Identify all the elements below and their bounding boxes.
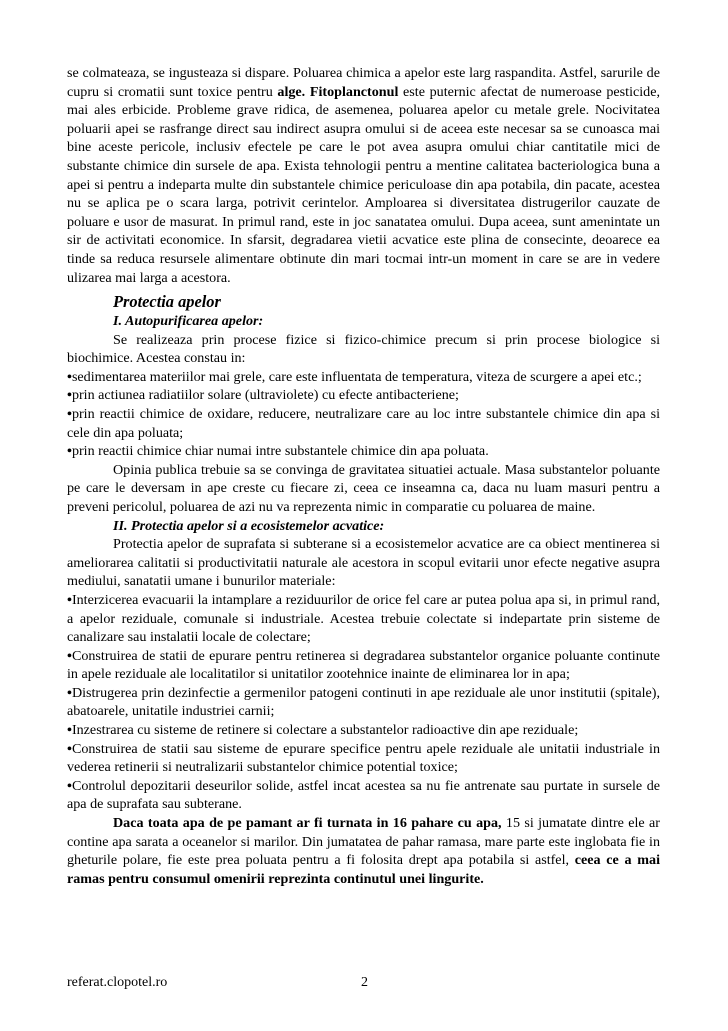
footer-site-name: referat.clopotel.ro [67,975,168,990]
subsection-1-intro: Se realizeaza prin procese fizice si fizico-chimice precum si prin procese biologice si biochimice. Acestea constau in: [67,331,660,367]
list-item: •prin actiunea radiatiilor solare (ultraviolete) cu efecte antibacteriene; [67,387,459,404]
intro-bold-1: alge. Fitoplanctonul [277,83,399,100]
bullet-icon: • [67,777,72,794]
bullet-icon: • [67,684,72,701]
intro-text-1: se colmateaza, se ingusteaza si dispare. Poluarea chimica a apelor este larg raspandita. Astfel, sarurile de cupru si cromatii sunt toxice pentru [67,65,660,100]
closing-text-1: 15 si jumatate dintre ele ar contine apa sarata a oceanelor si marilor. Din jumatatea de pahar ramasa, mare parte este inglobata fie in gheturile polare, fie este prea poluata pentru a fi folosita drept apa potabila si astfel, [67,815,660,869]
list-item: •Controlul depozitarii deseurilor solide, astfel incat acestea sa nu fie antrenate sau purtate in sursele de apa de suprafata sau subterane. [67,777,660,813]
bullet-icon: • [67,647,72,664]
subsection-2-intro: Protectia apelor de suprafata si subterane si a ecosistemelor acvatice are ca obiect mentinerea si ameliorarea calitatii si productivitatii naturale ale acestora in scopul evitarii unor efecte negative asupra mediului, sanatatii umane i bunurilor materiale: [67,536,660,590]
bullet-icon: • [67,591,72,608]
protection-section [67,291,660,888]
intro-paragraph-block [67,64,660,287]
opinion-paragraph: Opinia publica trebuie sa se convinga de gravitatea situatiei actuale. Masa substantelor poluante pe care le deversam in ape creste cu fiecare zi, ceea ce inseamna ca, daca nu luam masuri pentru a preveni pericolul, poluarea de azi nu va reprezenta nimic in comparatie cu poluarea de maine. [67,461,660,515]
page-number: 2 [361,975,368,990]
list-item: •Construirea de statii sau sisteme de epurare specifice pentru apele reziduale ale unitatii industriale in vederea retinerii si neutralizarii substantelor chimice potential toxice; [67,740,660,776]
list-item: •Inzestrarea cu sisteme de retinere si colectare a substantelor radioactive din ape reziduale; [67,722,579,739]
closing-bold-1: Daca toata apa de pe pamant ar fi turnata in 16 pahare cu apa, [113,815,502,832]
closing-bold-2: ceea ce a mai ramas pentru consumul omenirii reprezinta continutul unei lingurite. [67,852,660,887]
intro-paragraph [67,64,660,287]
bullet-icon: • [67,443,72,460]
list-item: •prin reactii chimice chiar numai intre substantele chimice din apa poluata. [67,443,489,460]
bullet-icon: • [67,368,72,385]
subsection-title-1: I. Autopurificarea apelor: [113,313,264,329]
closing-paragraph [67,814,660,888]
bullet-icon: • [67,387,72,404]
list-item: •Distrugerea prin dezinfectie a germenilor patogeni continuti in ape reziduale ale unor institutii (spitale), abatoarele, unitatile industriei carnii; [67,684,660,720]
section-title: Protectia apelor [113,292,221,311]
list-item: •Construirea de statii de epurare pentru retinerea si degradarea substantelor organice poluante continute in apele reziduale ale localitatilor si unitatilor zootehnice inainte de eliminarea lor in apa; [67,647,660,683]
list-item: •Interzicerea evacuarii la intamplare a reziduurilor de orice fel care ar putea polua apa si, in primul rand, a apelor reziduale, comunale si industriale. Acestea trebuie colectate si indepartate prin sisteme de canalizare sau instalatii locale de colectare; [67,591,660,646]
bullet-icon: • [67,722,72,739]
list-item: •prin reactii chimice de oxidare, reducere, neutralizare care au loc intre substantele chimice din apa si cele din apa poluata; [67,405,660,441]
list-item: •sedimentarea materiilor mai grele, care este influentata de temperatura, viteza de scurgere a apei etc.; [67,368,642,385]
bullet-icon: • [67,740,72,757]
bullet-icon: • [67,405,72,422]
intro-text-2: este puternic afectat de numeroase pesticide, mai ales erbicide. Probleme grave ridica, de asemenea, poluarea apelor cu metale grele. Nocivitatea poluarii apei se rasfrange direct sau indirect asupra omului si de aceea este necesar sa se cunoasca mai bine aceste pericole, inclusiv efectele pe care le pot avea asupra omului chiar cantitatile mici de substante chimice din sursele de apa. Exista tehnologii pentru a mentine calitatea bacteriologica buna a apei si pentru a indeparta multe din substantele chimice periculoase din apa potabila, din pacate, acestea nu se aplica pe o scara larga, potrivit cerintelor. Amploarea si diversitatea distrugerilor cauzate de poluare e usor de masurat. In primul rand, este in joc sanatatea omului. Dupa aceea, sunt amenintate un sir de activitati economice. In sfarsit, degradarea vietii acvatice este plina de consecinte, deoarece ea tinde sa reduca resursele alimentare obtinute din mari tocmai intr-un moment in care se are in vedere ulizarea mai larga a acestora. [67,83,660,286]
subsection-title-2: II. Protectia apelor si a ecosistemelor acvatice: [113,517,385,534]
